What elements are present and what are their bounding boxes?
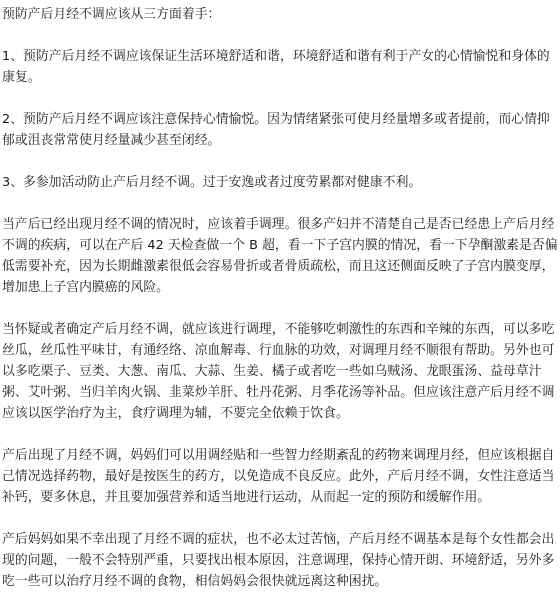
- body-paragraph-1: 当产后已经出现月经不调的情况时，应该着手调理。很多产妇并不清楚自己是否已经患上产后月经不调的疾病，可以在产后 42 天检查做一个 B 超，看一下子宫内膜的情况，看一下孕酮激素是否偏低需要补充，因为长期雌激素很低会容易骨折或者骨质疏松，而且这还侧面反映了子宫内膜变厚，增加患上子宫内膜癌的风险。: [2, 217, 558, 295]
- tip-paragraph-3: 3、多参加活动防止产后月经不调。过于安逸或者过度劳累都对健康不利。: [2, 175, 422, 190]
- body-paragraph-4: 产后妈妈如果不幸出现了月经不调的症状，也不必太过苦恼，产后月经不调基本是每个女性都会出现的问题，一般不会特别严重，只要找出根本原因，注意调理，保持心情开朗、环境舒适，另外多吃一些可以治疗月经不调的食物，相信妈妈会很快就远离这种困扰。: [2, 532, 555, 589]
- intro-paragraph: 预防产后月经不调应该从三方面着手：: [2, 7, 221, 22]
- tip-paragraph-1: 1、预防产后月经不调应该保证生活环境舒适和谐，环境舒适和谐有利于产女的心情愉悦和身体的康复。: [2, 49, 550, 85]
- tip-paragraph-2: 2、预防产后月经不调应该注意保持心情愉悦。因为情绪紧张可使月经量增多或者提前，而心情抑郁或沮丧常常使月经量减少甚至闭经。: [2, 112, 550, 148]
- body-paragraph-3: 产后出现了月经不调，妈妈们可以用调经贴和一些智力经期紊乱的药物来调理月经，但应该根据自己情况选择药物，最好是按医生的药方，以免造成不良反应。此外，产后月经不调，女性注意适当补钙，要多休息，并且要加强营养和适当地进行运动，从而起一定的预防和缓解作用。: [2, 448, 555, 505]
- body-paragraph-2: 当怀疑或者确定产后月经不调，就应该进行调理，不能够吃刺激性的东西和辛辣的东西，可以多吃丝瓜，丝瓜性平味甘，有通经络、凉血解毒、行血脉的功效，对调理月经不顺很有帮助。另外也可以多吃栗子、豆类、大葱、南瓜、大蒜、生姜、橘子或者吃一些如乌贼汤、龙眼蛋汤、益母草汁粥、艾叶粥、当归羊肉火锅、韭菜炒羊肝、牡丹花粥、月季花汤等补品。但应该注意产后月经不调应该以医学治疗为主，食疗调理为辅，不要完全依赖于饮食。: [2, 322, 555, 421]
